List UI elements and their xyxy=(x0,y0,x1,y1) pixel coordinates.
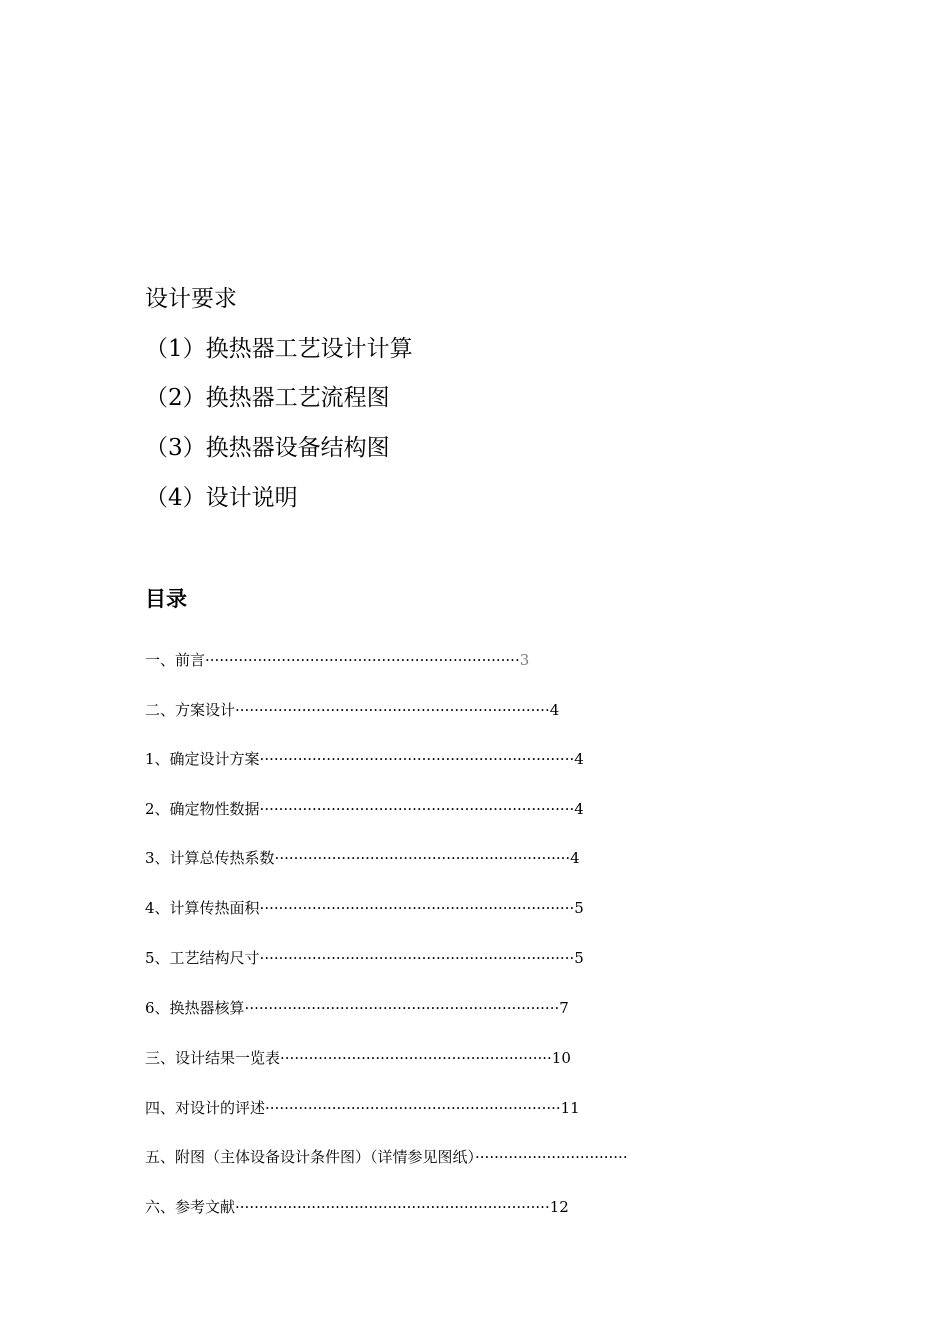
toc-page-number: 3 xyxy=(519,651,530,669)
toc-entry-label: 1、确定设计方案 xyxy=(145,750,260,768)
toc-entry-label: 5、工艺结构尺寸 xyxy=(145,949,260,967)
toc-page-number: 5 xyxy=(574,949,584,967)
toc-leader-dots: ·································································· xyxy=(259,899,575,917)
toc-entry-label: 3、计算总传热系数 xyxy=(145,849,275,867)
toc-title: 目录 xyxy=(145,587,187,611)
toc-entry[interactable] xyxy=(145,998,569,1018)
toc-leader-dots: ·································································· xyxy=(235,701,550,719)
toc-page-number: 4 xyxy=(574,750,584,768)
toc-entry[interactable] xyxy=(145,700,559,720)
toc-entry[interactable] xyxy=(145,1098,580,1118)
requirement-item: （3）换热器设备结构图 xyxy=(145,435,390,461)
toc-leader-dots: ······························································ xyxy=(265,1099,561,1117)
toc-leader-dots: ································ xyxy=(475,1148,628,1166)
toc-entry-label: 四、对设计的评述 xyxy=(145,1099,266,1117)
toc-leader-dots: ·································································· xyxy=(259,949,575,967)
toc-leader-dots: ·································································· xyxy=(259,800,575,818)
toc-entry[interactable] xyxy=(145,1048,571,1068)
toc-entry[interactable] xyxy=(145,898,584,918)
toc-entry-label: 二、方案设计 xyxy=(145,701,236,719)
toc-leader-dots: ······························································ xyxy=(274,849,571,867)
toc-leader-dots: ·································································· xyxy=(244,999,560,1017)
toc-page-number: 4 xyxy=(570,849,580,867)
toc-leader-dots: ·································································· xyxy=(205,651,520,669)
toc-page-number: 4 xyxy=(549,701,560,719)
toc-page-number: 10 xyxy=(551,1049,571,1067)
toc-entry-label: 6、换热器核算 xyxy=(145,999,245,1017)
toc-page-number: 12 xyxy=(549,1198,569,1216)
toc-entry[interactable] xyxy=(145,948,584,968)
toc-entry[interactable] xyxy=(145,848,580,868)
toc-page-number: 4 xyxy=(574,800,584,818)
toc-entry-label: 2、确定物性数据 xyxy=(145,800,260,818)
toc-leader-dots: ························································· xyxy=(280,1049,552,1067)
requirement-item: （2）换热器工艺流程图 xyxy=(145,385,390,411)
toc-page-number: 5 xyxy=(574,899,584,917)
toc-leader-dots: ·································································· xyxy=(235,1198,550,1216)
requirement-item: （1）换热器工艺设计计算 xyxy=(145,336,413,362)
toc-entry[interactable] xyxy=(145,799,584,819)
toc-entry-label: 一、前言 xyxy=(145,651,206,669)
requirements-title: 设计要求 xyxy=(145,286,237,312)
toc-entry-label: 六、参考文献 xyxy=(145,1198,236,1216)
requirement-item: （4）设计说明 xyxy=(145,485,298,511)
toc-entry[interactable] xyxy=(145,1147,628,1167)
toc-page-number: 11 xyxy=(560,1099,580,1117)
toc-entry[interactable] xyxy=(145,749,584,769)
toc-entry-label: 三、设计结果一览表 xyxy=(145,1049,281,1067)
toc-entry-label: 五、附图（主体设备设计条件图）（详情参见图纸） xyxy=(145,1148,476,1166)
toc-leader-dots: ·································································· xyxy=(259,750,575,768)
toc-entry[interactable] xyxy=(145,1197,569,1217)
toc-entry-label: 4、计算传热面积 xyxy=(145,899,260,917)
toc-page-number: 7 xyxy=(559,999,569,1017)
toc-entry[interactable] xyxy=(145,650,529,670)
